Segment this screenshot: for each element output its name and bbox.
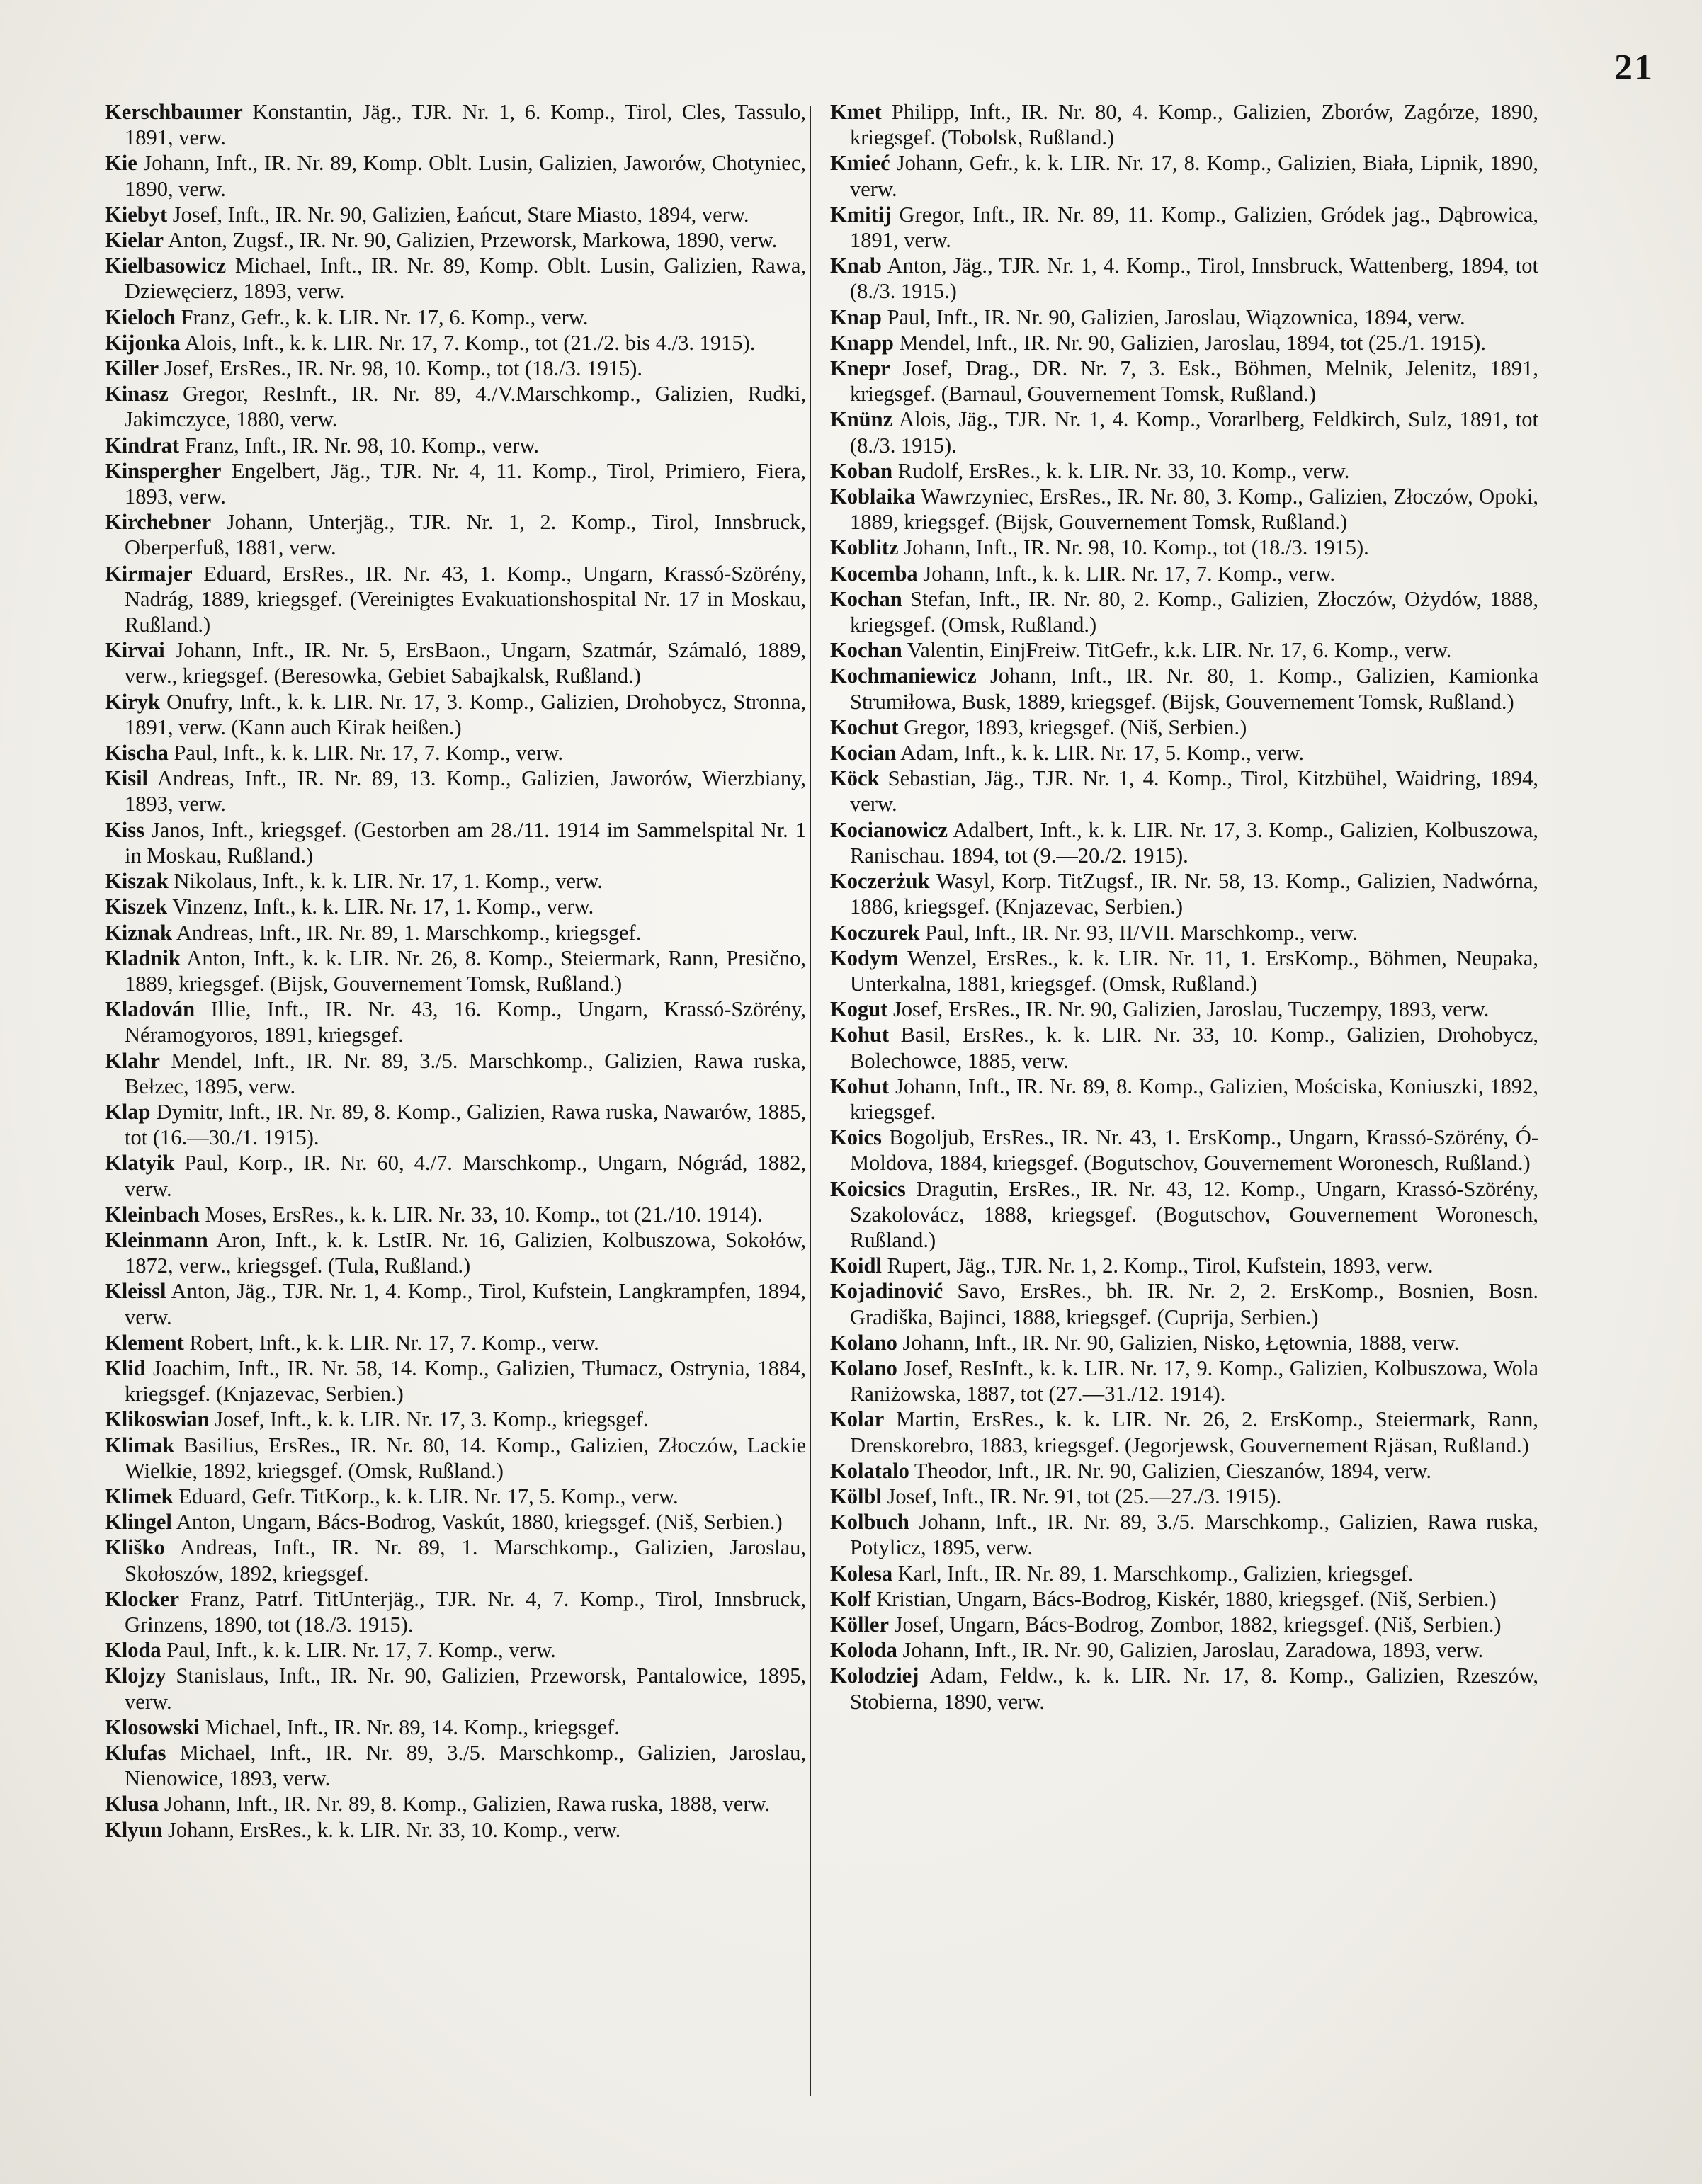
entry-surname: Kischa — [105, 741, 169, 766]
register-entry — [105, 1817, 806, 1843]
register-entry — [105, 1150, 806, 1201]
entry-surname: Kleinbach — [105, 1202, 200, 1227]
register-entry — [105, 637, 806, 688]
entry-details: Gregor, 1893, kriegsgef. (Niš, Serbien.) — [904, 715, 1247, 739]
entry-surname: Kolano — [830, 1355, 897, 1380]
entry-details: Johann, Inft., IR. Nr. 89, 8. Komp., Galizien, Rawa ruska, 1888, verw. — [164, 1792, 771, 1816]
register-entry — [830, 1253, 1538, 1278]
right-column — [830, 99, 1538, 1714]
entry-surname: Knepr — [830, 356, 890, 381]
register-entry — [105, 920, 806, 945]
page-number: 21 — [1614, 47, 1654, 88]
register-entry — [830, 1176, 1538, 1253]
entry-details: Bogoljub, ErsRes., IR. Nr. 43, 1. ErsKomp., Ungarn, Krassó-Szörény, Ó-Moldova, 1884, kriegsgef. (Bogutschov, Gouvernement Woronesch, Rußland.) — [850, 1125, 1539, 1176]
entry-surname: Kodym — [830, 945, 899, 970]
entry-surname: Kieloch — [105, 305, 176, 329]
register-entry — [830, 253, 1538, 304]
entry-details: Franz, Inft., IR. Nr. 98, 10. Komp., verw. — [184, 433, 540, 457]
entry-details: Andreas, Inft., IR. Nr. 89, 1. Marschkomp., Galizien, Jaroslau, Skołoszów, 1892, kriegsgef. — [125, 1535, 806, 1586]
register-entry — [830, 586, 1538, 637]
entry-details: Johann, Inft., k. k. LIR. Nr. 17, 7. Komp., verw. — [923, 561, 1335, 586]
entry-details: Johann, Inft., IR. Nr. 89, Komp. Oblt. Lusin, Galizien, Jaworów, Chotyniec, 1890, verw. — [125, 151, 807, 201]
entry-details: Basilius, ErsRes., IR. Nr. 80, 14. Komp., Galizien, Złoczów, Lackie Wielkie, 1892, kriegsgef. (Omsk, Rußland.) — [125, 1433, 806, 1483]
entry-surname: Kohut — [830, 1023, 890, 1047]
register-entry — [830, 920, 1538, 945]
entry-details: Wenzel, ErsRes., k. k. LIR. Nr. 11, 1. ErsKomp., Böhmen, Neupaka, Unterkalna, 1881, kriegsgef. (Omsk, Rußland.) — [850, 945, 1538, 996]
entry-details: Engelbert, Jäg., TJR. Nr. 4, 11. Komp., Tirol, Primiero, Fiera, 1893, verw. — [125, 458, 806, 509]
entry-surname: Knünz — [830, 407, 893, 432]
register-entry — [830, 1355, 1538, 1406]
entry-details: Johann, Inft., IR. Nr. 80, 1. Komp., Galizien, Kamionka Strumiłowa, Busk, 1889, kriegsgef. (Bijsk, Gouvernement Tomsk, Rußland.) — [850, 664, 1538, 714]
entry-details: Eduard, ErsRes., IR. Nr. 43, 1. Komp., Ungarn, Krassó-Szörény, Nadrág, 1889, kriegsgef. (Vereinigtes Evakuationshospital Nr. 17 in Moskau, Rußland.) — [125, 561, 807, 637]
entry-details: Adam, Feldw., k. k. LIR. Nr. 17, 8. Komp., Galizien, Rzeszów, Stobierna, 1890, verw. — [850, 1663, 1538, 1714]
register-entry — [105, 381, 806, 432]
register-entry — [830, 766, 1538, 817]
entry-details: Anton, Inft., k. k. LIR. Nr. 26, 8. Komp., Steiermark, Rann, Presično, 1889, kriegsgef. (Bijsk, Gouvernement Tomsk, Rußland.) — [125, 945, 806, 996]
entry-details: Johann, Inft., IR. Nr. 89, 3./5. Marschkomp., Galizien, Rawa ruska, Potylicz, 1895, verw. — [850, 1510, 1538, 1560]
entry-surname: Kojadinović — [830, 1279, 943, 1304]
register-entry — [105, 766, 806, 817]
register-entry — [830, 1586, 1538, 1612]
entry-details: Janos, Inft., kriegsgef. (Gestorben am 28./11. 1914 im Sammelspital Nr. 1 in Moskau, Rußland.) — [125, 817, 806, 868]
entry-details: Michael, Inft., IR. Nr. 89, 3./5. Marschkomp., Galizien, Jaroslau, Nienowice, 1893, verw. — [125, 1741, 807, 1791]
entry-surname: Kiebyt — [105, 202, 168, 227]
entry-surname: Kochan — [830, 638, 902, 663]
entry-surname: Kolar — [830, 1407, 885, 1432]
register-entry — [105, 1663, 806, 1714]
entry-surname: Kogut — [830, 997, 888, 1022]
entry-details: Josef, Inft., IR. Nr. 91, tot (25.—27./3. 1915). — [887, 1484, 1282, 1508]
entry-surname: Klufas — [105, 1741, 166, 1765]
entry-details: Martin, ErsRes., k. k. LIR. Nr. 26, 2. ErsKomp., Steiermark, Rann, Drenskorebro, 1883, kriegsgef. (Jegorjewsk, Gouvernement Rjäsan, Rußland.) — [850, 1407, 1538, 1457]
entry-details: Savo, ErsRes., bh. IR. Nr. 2, 2. ErsKomp., Bosnien, Bosn. Gradiška, Bajinci, 1888, kriegsgef. (Cuprija, Serbien.) — [850, 1279, 1539, 1329]
register-entry — [830, 484, 1538, 535]
register-entry — [830, 305, 1538, 330]
entry-surname: Klyun — [105, 1817, 163, 1842]
entry-surname: Klid — [105, 1355, 146, 1380]
register-entry — [830, 99, 1538, 150]
register-entry — [105, 1202, 806, 1227]
register-entry — [105, 817, 806, 868]
entry-details: Paul, Korp., IR. Nr. 60, 4./7. Marschkomp., Ungarn, Nógrád, 1882, verw. — [125, 1151, 806, 1201]
register-entry — [105, 150, 806, 201]
register-entry — [105, 1586, 806, 1637]
register-entry — [830, 1278, 1538, 1329]
entry-surname: Kochut — [830, 715, 899, 739]
entry-details: Josef, ErsRes., IR. Nr. 98, 10. Komp., tot (18./3. 1915). — [164, 356, 643, 381]
entry-surname: Klikoswian — [105, 1407, 210, 1432]
left-column — [105, 99, 806, 1843]
entry-details: Josef, Ungarn, Bács-Bodrog, Zombor, 1882, kriegsgef. (Niš, Serbien.) — [894, 1612, 1502, 1637]
entry-surname: Kirmajer — [105, 561, 193, 586]
entry-details: Gregor, ResInft., IR. Nr. 89, 4./V.Marschkomp., Galizien, Rudki, Jakimczyce, 1880, verw. — [125, 382, 806, 432]
entry-surname: Klingel — [105, 1510, 172, 1535]
register-entry — [830, 561, 1538, 586]
register-entry — [830, 1637, 1538, 1663]
entry-details: Wawrzyniec, ErsRes., IR. Nr. 80, 3. Komp., Galizien, Złoczów, Opoki, 1889, kriegsgef. (Bijsk, Gouvernement Tomsk, Rußland.) — [850, 484, 1539, 535]
entry-surname: Kie — [105, 151, 137, 176]
entry-surname: Kladnik — [105, 945, 181, 970]
entry-details: Johann, Gefr., k. k. LIR. Nr. 17, 8. Komp., Galizien, Biała, Lipnik, 1890, verw. — [850, 151, 1538, 201]
register-entry — [830, 1125, 1538, 1176]
register-entry — [105, 509, 806, 560]
entry-details: Basil, ErsRes., k. k. LIR. Nr. 33, 10. Komp., Galizien, Drohobycz, Bolechowce, 1885, verw. — [850, 1023, 1538, 1073]
register-entry — [830, 330, 1538, 356]
entry-details: Aron, Inft., k. k. LstIR. Nr. 16, Galizien, Kolbuszowa, Sokołów, 1872, verw., kriegsgef. (Tula, Rußland.) — [125, 1227, 806, 1278]
register-entry — [105, 996, 806, 1047]
entry-details: Nikolaus, Inft., k. k. LIR. Nr. 17, 1. Komp., verw. — [174, 869, 603, 894]
entry-details: Anton, Ungarn, Bács-Bodrog, Vaskút, 1880, kriegsgef. (Niš, Serbien.) — [176, 1510, 783, 1535]
register-entry — [830, 1022, 1538, 1073]
entry-details: Josef, ResInft., k. k. LIR. Nr. 17, 9. Komp., Galizien, Kolbuszowa, Wola Raniżowska, 1887, tot (27.—31./12. 1914). — [850, 1355, 1539, 1406]
entry-surname: Kindrat — [105, 433, 180, 457]
entry-details: Josef, ErsRes., IR. Nr. 90, Galizien, Jaroslau, Tuczempy, 1893, verw. — [892, 997, 1490, 1022]
entry-surname: Klimak — [105, 1433, 175, 1457]
column-divider — [810, 106, 811, 2096]
entry-details: Alois, Inft., k. k. LIR. Nr. 17, 7. Komp., tot (21./2. bis 4./3. 1915). — [184, 330, 756, 355]
entry-details: Rudolf, ErsRes., k. k. LIR. Nr. 33, 10. Komp., verw. — [897, 458, 1350, 483]
register-entry — [105, 1740, 806, 1791]
register-entry — [830, 1484, 1538, 1509]
register-entry — [830, 740, 1538, 766]
entry-surname: Knap — [830, 305, 882, 329]
entry-details: Adam, Inft., k. k. LIR. Nr. 17, 5. Komp., verw. — [900, 741, 1304, 766]
entry-details: Paul, Inft., IR. Nr. 90, Galizien, Jaroslau, Wiązownica, 1894, verw. — [887, 305, 1465, 329]
register-entry — [105, 458, 806, 509]
register-entry — [105, 202, 806, 227]
entry-surname: Klement — [105, 1330, 184, 1355]
entry-surname: Kölbl — [830, 1484, 882, 1508]
entry-details: Moses, ErsRes., k. k. LIR. Nr. 33, 10. Komp., tot (21./10. 1914). — [205, 1202, 763, 1227]
entry-surname: Klap — [105, 1099, 151, 1124]
register-entry — [830, 663, 1538, 714]
entry-details: Valentin, EinjFreiw. TitGefr., k.k. LIR. Nr. 17, 6. Komp., verw. — [907, 638, 1452, 663]
entry-surname: Köller — [830, 1612, 889, 1637]
entry-surname: Kerschbaumer — [105, 100, 243, 124]
register-entry — [105, 1535, 806, 1586]
entry-details: Robert, Inft., k. k. LIR. Nr. 17, 7. Komp., verw. — [189, 1330, 599, 1355]
register-entry — [105, 1637, 806, 1663]
register-entry — [105, 868, 806, 894]
register-entry — [105, 330, 806, 356]
register-entry — [105, 1330, 806, 1355]
entry-details: Philipp, Inft., IR. Nr. 80, 4. Komp., Galizien, Zborów, Zagórze, 1890, kriegsgef. (Tobolsk, Rußland.) — [850, 100, 1539, 150]
register-entry — [830, 150, 1538, 201]
register-entry — [830, 1458, 1538, 1484]
entry-surname: Klahr — [105, 1048, 160, 1073]
entry-surname: Kolodziej — [830, 1663, 919, 1688]
entry-surname: Koblaika — [830, 484, 916, 509]
entry-details: Franz, Patrf. TitUnterjäg., TJR. Nr. 4, 7. Komp., Tirol, Innsbruck, Grinzens, 1890, tot (18./3. 1915). — [125, 1586, 806, 1637]
register-entry — [830, 996, 1538, 1022]
register-entry — [105, 305, 806, 330]
entry-details: Eduard, Gefr. TitKorp., k. k. LIR. Nr. 17, 5. Komp., verw. — [178, 1484, 679, 1508]
register-entry — [830, 817, 1538, 868]
register-entry — [105, 1048, 806, 1099]
register-entry — [830, 1074, 1538, 1125]
entry-surname: Koidl — [830, 1253, 882, 1278]
register-entry — [105, 1227, 806, 1278]
entry-surname: Kocemba — [830, 561, 918, 586]
entry-surname: Kochmaniewicz — [830, 664, 977, 688]
entry-surname: Kladován — [105, 997, 195, 1022]
entry-details: Josef, Drag., DR. Nr. 7, 3. Esk., Böhmen, Melnik, Jelenitz, 1891, kriegsgef. (Barnaul, Gouvernement Tomsk, Rußland.) — [850, 356, 1539, 406]
register-entry — [830, 202, 1538, 253]
entry-surname: Köck — [830, 766, 880, 791]
register-entry — [830, 715, 1538, 740]
entry-details: Rupert, Jäg., TJR. Nr. 1, 2. Komp., Tirol, Kufstein, 1893, verw. — [887, 1253, 1434, 1278]
register-entry — [105, 1484, 806, 1509]
register-entry — [830, 868, 1538, 919]
entry-surname: Kiszek — [105, 894, 168, 919]
entry-surname: Koicsics — [830, 1176, 906, 1201]
entry-details: Michael, Inft., IR. Nr. 89, 14. Komp., kriegsgef. — [205, 1714, 620, 1739]
register-entry — [105, 1278, 806, 1329]
entry-surname: Kisil — [105, 766, 149, 791]
register-entry — [830, 356, 1538, 406]
entry-surname: Kolano — [830, 1330, 897, 1355]
register-entry — [830, 1561, 1538, 1586]
entry-surname: Klusa — [105, 1792, 159, 1816]
entry-details: Paul, Inft., IR. Nr. 93, II/VII. Marschkomp., verw. — [925, 920, 1358, 945]
entry-surname: Kocianowicz — [830, 817, 948, 842]
entry-surname: Klosowski — [105, 1714, 200, 1739]
entry-details: Andreas, Inft., IR. Nr. 89, 1. Marschkomp., kriegsgef. — [176, 920, 642, 945]
entry-details: Adalbert, Inft., k. k. LIR. Nr. 17, 3. Komp., Galizien, Kolbuszowa, Ranischau. 1894, tot (9.—20./2. 1915). — [850, 817, 1538, 868]
register-entry — [105, 1433, 806, 1484]
entry-details: Paul, Inft., k. k. LIR. Nr. 17, 7. Komp., verw. — [166, 1638, 556, 1663]
entry-details: Dymitr, Inft., IR. Nr. 89, 8. Komp., Galizien, Rawa ruska, Nawarów, 1885, tot (16.—30./1. 1915). — [125, 1099, 806, 1150]
register-entry — [105, 561, 806, 638]
entry-details: Kristian, Ungarn, Bács-Bodrog, Kiskér, 1880, kriegsgef. (Niš, Serbien.) — [876, 1586, 1497, 1611]
entry-surname: Kmet — [830, 100, 882, 124]
entry-surname: Killer — [105, 356, 159, 381]
entry-details: Johann, Unterjäg., TJR. Nr. 1, 2. Komp., Tirol, Innsbruck, Oberperfuß, 1881, verw. — [125, 510, 806, 560]
entry-details: Josef, Inft., IR. Nr. 90, Galizien, Łańcut, Stare Miasto, 1894, verw. — [172, 202, 749, 227]
entry-surname: Klocker — [105, 1586, 180, 1611]
entry-surname: Kiryk — [105, 689, 160, 714]
entry-details: Stefan, Inft., IR. Nr. 80, 2. Komp., Galizien, Złoczów, Ożydów, 1888, kriegsgef. (Omsk, Rußland.) — [850, 586, 1538, 637]
entry-details: Johann, Inft., IR. Nr. 90, Galizien, Nisko, Łętownia, 1888, verw. — [902, 1330, 1460, 1355]
register-entry — [105, 433, 806, 458]
entry-surname: Kochan — [830, 586, 902, 611]
entry-surname: Kinasz — [105, 382, 169, 406]
register-entry — [105, 1099, 806, 1150]
entry-surname: Kleissl — [105, 1279, 166, 1304]
entry-surname: Koloda — [830, 1638, 897, 1663]
entry-details: Johann, Inft., IR. Nr. 98, 10. Komp., tot (18./3. 1915). — [904, 535, 1369, 560]
entry-details: Mendel, Inft., IR. Nr. 90, Galizien, Jaroslau, 1894, tot (25./1. 1915). — [899, 330, 1486, 355]
entry-surname: Kloda — [105, 1638, 161, 1663]
entry-surname: Knapp — [830, 330, 894, 355]
entry-surname: Klojzy — [105, 1663, 166, 1688]
entry-surname: Kmitij — [830, 202, 892, 227]
entry-details: Alois, Jäg., TJR. Nr. 1, 4. Komp., Vorarlberg, Feldkirch, Sulz, 1891, tot (8./3. 1915). — [850, 407, 1538, 457]
entry-details: Josef, Inft., k. k. LIR. Nr. 17, 3. Komp., kriegsgef. — [215, 1407, 649, 1432]
entry-surname: Koczurek — [830, 920, 920, 945]
entry-surname: Kiznak — [105, 920, 172, 945]
entry-surname: Koban — [830, 458, 893, 483]
entry-surname: Kiss — [105, 817, 144, 842]
entry-surname: Koics — [830, 1125, 882, 1150]
entry-details: Mendel, Inft., IR. Nr. 89, 3./5. Marschkomp., Galizien, Rawa ruska, Bełzec, 1895, verw. — [125, 1048, 806, 1098]
entry-details: Johann, Inft., IR. Nr. 5, ErsBaon., Ungarn, Szatmár, Számaló, 1889, verw., kriegsgef. (Beresowka, Gebiet Sabajkalsk, Rußland.) — [125, 638, 807, 688]
entry-details: Illie, Inft., IR. Nr. 43, 16. Komp., Ungarn, Krassó-Szörény, Néramogyoros, 1891, kriegsgef. — [125, 997, 807, 1047]
entry-surname: Kocian — [830, 741, 897, 766]
entry-surname: Kliško — [105, 1535, 165, 1560]
entry-details: Joachim, Inft., IR. Nr. 58, 14. Komp., Galizien, Tłumacz, Ostrynia, 1884, kriegsgef. (Knjazevac, Serbien.) — [125, 1355, 807, 1406]
entry-surname: Kleinmann — [105, 1227, 208, 1252]
entry-details: Karl, Inft., IR. Nr. 89, 1. Marschkomp., Galizien, kriegsgef. — [897, 1561, 1414, 1586]
entry-details: Johann, Inft., IR. Nr. 89, 8. Komp., Galizien, Mościska, Koniuszki, 1892, kriegsgef. — [850, 1074, 1538, 1124]
entry-surname: Kijonka — [105, 330, 181, 355]
register-entry — [830, 1663, 1538, 1714]
entry-details: Anton, Jäg., TJR. Nr. 1, 4. Komp., Tirol, Innsbruck, Wattenberg, 1894, tot (8./3. 1915.) — [850, 254, 1538, 304]
entry-details: Michael, Inft., IR. Nr. 89, Komp. Oblt. Lusin, Galizien, Rawa, Dziewęcierz, 1893, verw. — [125, 254, 807, 304]
entry-details: Dragutin, ErsRes., IR. Nr. 43, 12. Komp., Ungarn, Krassó-Szörény, Szakolovácz, 1888, kriegsgef. (Bogutschov, Gouvernement Woronesch, Rußland.) — [850, 1176, 1539, 1252]
entry-surname: Kmieć — [830, 151, 890, 176]
entry-surname: Kolesa — [830, 1561, 893, 1586]
register-entry — [105, 945, 806, 996]
register-entry — [105, 356, 806, 381]
entry-details: Anton, Jäg., TJR. Nr. 1, 4. Komp., Tirol, Kufstein, Langkrampfen, 1894, verw. — [125, 1279, 806, 1329]
register-entry — [105, 99, 806, 150]
register-entry — [830, 535, 1538, 560]
register-entry — [830, 1330, 1538, 1355]
register-entry — [830, 637, 1538, 663]
register-entry — [105, 1509, 806, 1535]
register-entry — [830, 406, 1538, 457]
entry-details: Stanislaus, Inft., IR. Nr. 90, Galizien, Przeworsk, Pantalowice, 1895, verw. — [125, 1663, 806, 1714]
entry-details: Johann, Inft., IR. Nr. 90, Galizien, Jaroslau, Zaradowa, 1893, verw. — [902, 1638, 1484, 1663]
entry-surname: Kinspergher — [105, 458, 222, 483]
register-entry — [105, 689, 806, 740]
register-entry — [830, 945, 1538, 996]
entry-surname: Klatyik — [105, 1151, 175, 1176]
entry-details: Gregor, Inft., IR. Nr. 89, 11. Komp., Galizien, Gródek jag., Dąbrowica, 1891, verw. — [850, 202, 1538, 253]
entry-surname: Koblitz — [830, 535, 899, 560]
register-entry — [105, 894, 806, 919]
entry-surname: Kielar — [105, 228, 164, 253]
register-entry — [830, 1509, 1538, 1560]
entry-details: Andreas, Inft., IR. Nr. 89, 13. Komp., Galizien, Jaworów, Wierzbiany, 1893, verw. — [125, 766, 806, 817]
entry-details: Franz, Gefr., k. k. LIR. Nr. 17, 6. Komp., verw. — [181, 305, 589, 329]
entry-details: Onufry, Inft., k. k. LIR. Nr. 17, 3. Komp., Galizien, Drohobycz, Stronna, 1891, verw. (Kann auch Kirak heißen.) — [125, 689, 806, 739]
entry-surname: Knab — [830, 254, 882, 278]
entry-surname: Klimek — [105, 1484, 174, 1508]
register-entry — [830, 1612, 1538, 1637]
entry-details: Sebastian, Jäg., TJR. Nr. 1, 4. Komp., Tirol, Kitzbühel, Waidring, 1894, verw. — [850, 766, 1538, 817]
entry-surname: Kirchebner — [105, 510, 212, 535]
register-entry — [105, 740, 806, 766]
entry-surname: Kolbuch — [830, 1510, 909, 1535]
register-entry — [105, 227, 806, 253]
register-entry — [105, 1791, 806, 1816]
register-entry — [105, 1714, 806, 1740]
entry-surname: Koczerżuk — [830, 869, 930, 894]
entry-surname: Kiszak — [105, 869, 169, 894]
register-entry — [105, 1406, 806, 1432]
entry-surname: Kirvai — [105, 638, 165, 663]
entry-surname: Kielbasowicz — [105, 254, 227, 278]
register-entry — [105, 1355, 806, 1406]
register-entry — [830, 1406, 1538, 1457]
entry-details: Paul, Inft., k. k. LIR. Nr. 17, 7. Komp., verw. — [174, 741, 563, 766]
entry-surname: Kolatalo — [830, 1458, 909, 1483]
entry-details: Konstantin, Jäg., TJR. Nr. 1, 6. Komp., Tirol, Cles, Tassulo, 1891, verw. — [125, 100, 807, 150]
entry-surname: Kolf — [830, 1586, 871, 1611]
entry-details: Anton, Zugsf., IR. Nr. 90, Galizien, Przeworsk, Markowa, 1890, verw. — [167, 228, 778, 253]
entry-details: Johann, ErsRes., k. k. LIR. Nr. 33, 10. Komp., verw. — [168, 1817, 621, 1842]
entry-details: Wasyl, Korp. TitZugsf., IR. Nr. 58, 13. Komp., Galizien, Nadwórna, 1886, kriegsgef. (Knjazevac, Serbien.) — [850, 869, 1538, 919]
entry-details: Theodor, Inft., IR. Nr. 90, Galizien, Cieszanów, 1894, verw. — [914, 1458, 1431, 1483]
entry-details: Vinzenz, Inft., k. k. LIR. Nr. 17, 1. Komp., verw. — [172, 894, 594, 919]
register-entry — [830, 458, 1538, 484]
register-entry — [105, 253, 806, 304]
entry-surname: Kohut — [830, 1074, 890, 1098]
